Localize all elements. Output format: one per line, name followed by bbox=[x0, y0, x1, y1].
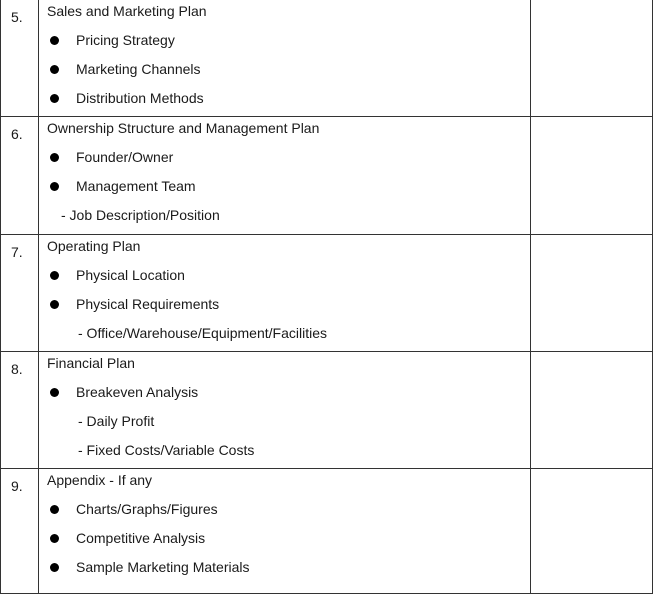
section-content bbox=[39, 352, 531, 469]
section-number: 9. bbox=[1, 469, 39, 594]
bullet-icon bbox=[50, 300, 59, 309]
section-content bbox=[39, 0, 531, 117]
bullet-icon bbox=[50, 94, 59, 103]
sub-item: - Daily Profit bbox=[78, 413, 155, 429]
section-content bbox=[39, 469, 531, 594]
section-content bbox=[39, 235, 531, 352]
bullet-icon bbox=[50, 182, 59, 191]
bullet-item: Management Team bbox=[47, 175, 530, 204]
section-title: Sales and Marketing Plan bbox=[47, 3, 207, 19]
bullet-item: Distribution Methods bbox=[47, 87, 530, 116]
bullet-icon bbox=[50, 65, 59, 74]
section-row bbox=[1, 117, 653, 235]
section-number: 8. bbox=[1, 352, 39, 469]
section-row bbox=[1, 352, 653, 469]
blank-cell bbox=[531, 0, 653, 117]
bullet-item: Marketing Channels bbox=[47, 58, 530, 87]
blank-cell bbox=[531, 469, 653, 594]
sub-item: - Job Description/Position bbox=[61, 207, 220, 223]
bullet-icon bbox=[50, 36, 59, 45]
section-content bbox=[39, 117, 531, 235]
blank-cell bbox=[531, 352, 653, 469]
bullet-icon bbox=[50, 153, 59, 162]
blank-cell bbox=[531, 235, 653, 352]
bullet-item: Pricing Strategy bbox=[47, 29, 530, 58]
section-number: 5. bbox=[1, 0, 39, 117]
bullet-icon bbox=[50, 271, 59, 280]
blank-cell bbox=[531, 117, 653, 235]
bullet-item: Physical Requirements bbox=[47, 293, 530, 322]
sub-item: - Fixed Costs/Variable Costs bbox=[78, 442, 255, 458]
bullet-item: Sample Marketing Materials bbox=[47, 556, 530, 585]
bullet-item: Breakeven Analysis bbox=[47, 381, 530, 410]
bullet-item: Charts/Graphs/Figures bbox=[47, 498, 530, 527]
section-title: Ownership Structure and Management Plan bbox=[47, 120, 320, 136]
bullet-icon bbox=[50, 388, 59, 397]
bullet-icon bbox=[50, 505, 59, 514]
bullet-icon bbox=[50, 534, 59, 543]
section-row bbox=[1, 469, 653, 594]
bullet-item: Competitive Analysis bbox=[47, 527, 530, 556]
section-number: 6. bbox=[1, 117, 39, 235]
sub-item: - Office/Warehouse/Equipment/Facilities bbox=[78, 325, 327, 341]
section-title: Appendix - If any bbox=[47, 472, 153, 488]
section-title: Operating Plan bbox=[47, 238, 141, 254]
section-number: 7. bbox=[1, 235, 39, 352]
bullet-icon bbox=[50, 563, 59, 572]
section-title: Financial Plan bbox=[47, 355, 135, 371]
bullet-item: Founder/Owner bbox=[47, 146, 530, 175]
section-row bbox=[1, 0, 653, 117]
section-row bbox=[1, 235, 653, 352]
bullet-item: Physical Location bbox=[47, 264, 530, 293]
